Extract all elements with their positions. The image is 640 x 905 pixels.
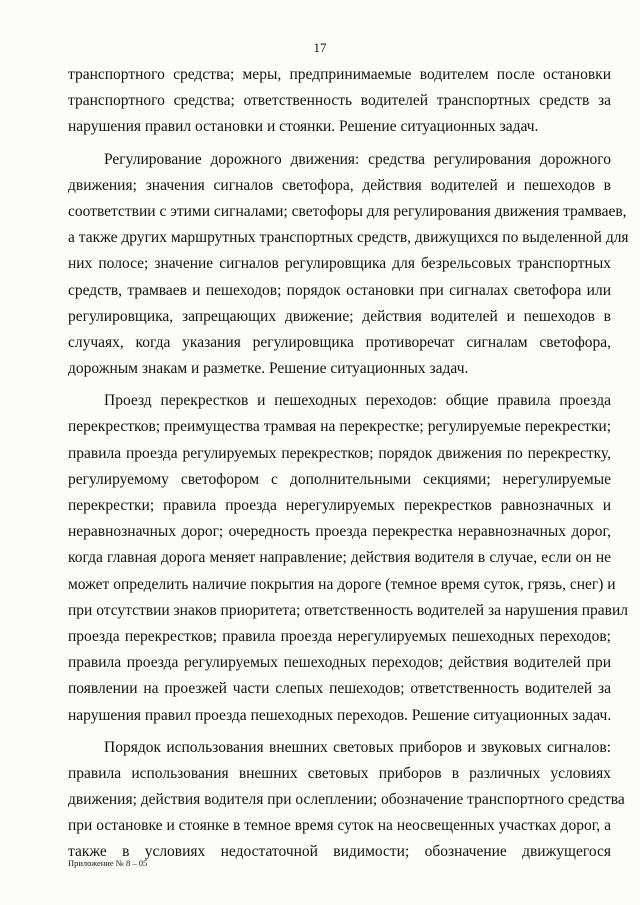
- text-line: также в условиях недостаточной видимости; обозначение движущегося: [68, 843, 611, 861]
- text-line: перекрестки; правила проезда нерегулируемых перекрестков равнозначных и: [68, 497, 611, 514]
- text-line: Проезд перекрестков и пешеходных переходов: общие правила проезда: [104, 392, 611, 410]
- text-line: а также других маршрутных транспортных средств, движущихся по выделенной для: [68, 229, 629, 247]
- text-line: правила использования внешних световых приборов в различных условиях: [68, 764, 611, 782]
- text-line: Порядок использования внешних световых приборов и звуковых сигналов:: [104, 738, 611, 756]
- text-line: может определить наличие покрытия на дороге (темное время суток, грязь, снег) и: [68, 575, 616, 593]
- text-line: них полосе; значение сигналов регулировщика для безрельсовых транспортных: [68, 255, 611, 273]
- page-number: 17: [313, 40, 327, 55]
- text-line: появлении на проезжей части слепых пешеходов; ответственность водителей за: [68, 680, 611, 698]
- text-line: перекрестков; преимущества трамвая на перекрестке; регулируемые перекрестки;: [68, 418, 611, 436]
- text-line: движения; значения сигналов светофора, действия водителей и пешеходов в: [68, 176, 611, 194]
- body-text: [68, 62, 629, 872]
- text-line: случаях, когда указания регулировщика противоречат сигналам светофора,: [68, 333, 611, 351]
- text-line: нарушения правил остановки и стоянки. Решение ситуационных задач.: [68, 118, 539, 136]
- footer-appendix-label: Приложение № 8 – 05: [68, 858, 148, 868]
- text-line: соответствии с этими сигналами; светофоры для регулирования движения трамваев,: [68, 202, 627, 220]
- text-line: регулируемому светофором с дополнительными секциями; нерегулируемые: [68, 470, 611, 488]
- text-line: дорожным знакам и разметке. Решение ситуационных задач.: [68, 360, 469, 378]
- text-line: когда главная дорога меняет направление; действия водителя в случае, если он не: [68, 549, 611, 567]
- paragraph-3: [68, 388, 628, 728]
- text-line: движения; действия водителя при ослеплении; обозначение транспортного средства: [68, 791, 625, 809]
- text-line: правила проезда регулируемых пешеходных переходов; действия водителей при: [68, 654, 611, 672]
- text-line: транспортного средства; меры, предпринимаемые водителем после остановки: [68, 66, 611, 83]
- text-line: при отсутствии знаков приоритета; ответственность водителей за нарушения правил: [68, 601, 628, 619]
- paragraph-4: [68, 735, 625, 866]
- paragraph-1: [68, 62, 611, 141]
- text-line: средств, трамваев и пешеходов; порядок остановки при сигналах светофора или: [68, 281, 611, 299]
- text-line: при остановке и стоянке в темное время суток на неосвещенных участках дорог, а: [68, 817, 611, 835]
- text-line: проезда перекрестков; правила проезда нерегулируемых пешеходных переходов;: [68, 627, 611, 645]
- text-line: Регулирование дорожного движения: средства регулирования дорожного: [104, 150, 611, 168]
- text-line: нарушения правил проезда пешеходных переходов. Решение ситуационных задач.: [68, 706, 612, 724]
- text-line: регулировщика, запрещающих движение; действия водителей и пешеходов в: [68, 307, 611, 325]
- text-line: транспортного средства; ответственность водителей транспортных средств за: [68, 92, 611, 110]
- paragraph-2: [68, 147, 629, 383]
- text-line: неравнозначных дорог; очередность проезда перекрестка неравнозначных дорог,: [68, 523, 611, 541]
- text-line: правила проезда регулируемых перекрестков; порядок движения по перекрестку,: [68, 444, 611, 462]
